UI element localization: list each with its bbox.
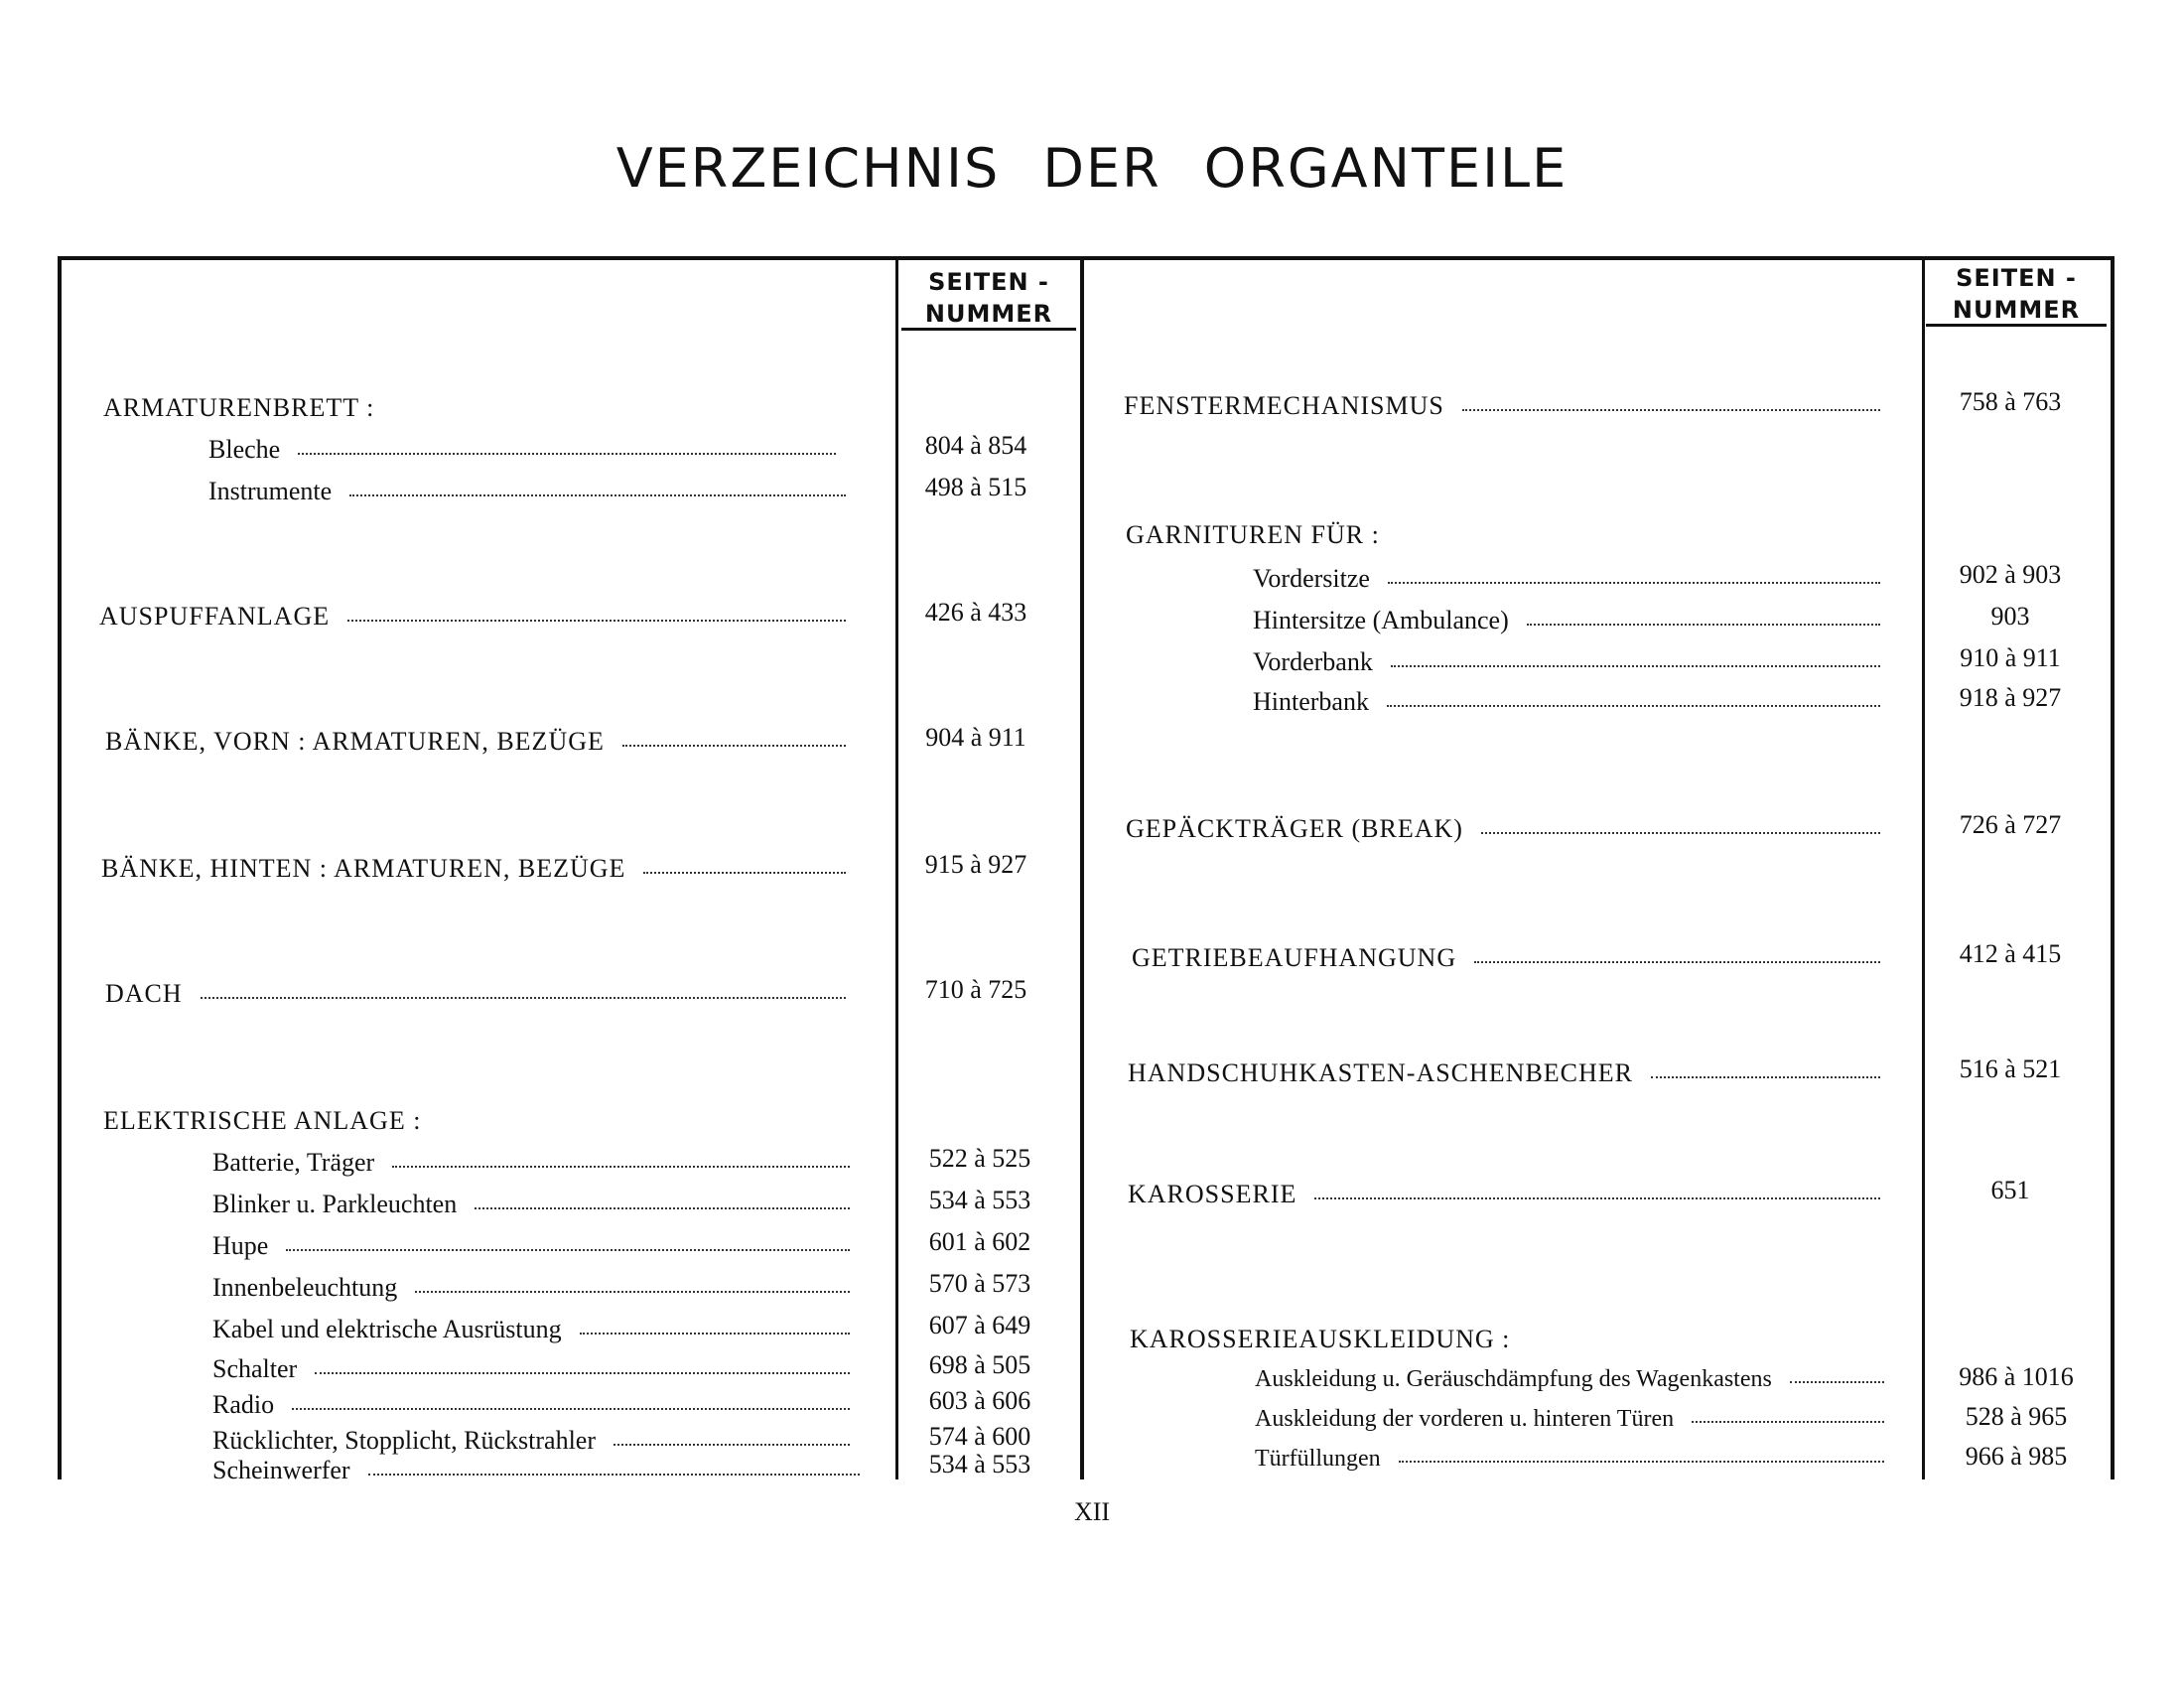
entry-label: Auskleidung der vorderen u. hinteren Türen bbox=[1255, 1406, 1675, 1432]
entry-page-range: 915 à 927 bbox=[924, 850, 1027, 879]
center-divider bbox=[1080, 260, 1084, 1479]
entry-label: GEPÄCKTRÄGER (BREAK) bbox=[1126, 814, 1463, 843]
entry-label: Radio bbox=[212, 1390, 275, 1419]
entry-label: BÄNKE, HINTEN : ARMATUREN, BEZÜGE bbox=[101, 854, 626, 883]
left-pages-column-divider bbox=[895, 260, 898, 1479]
entry-page-range: 522 à 525 bbox=[928, 1144, 1031, 1173]
page-number: XII bbox=[1073, 1497, 1111, 1526]
index-entry bbox=[1255, 1406, 1892, 1442]
index-entry bbox=[1253, 687, 1888, 723]
page-title: VERZEICHNIS DER ORGANTEILE bbox=[615, 137, 1569, 200]
entry-label: Hupe bbox=[212, 1231, 269, 1260]
entry-page-range: 426 à 433 bbox=[924, 598, 1027, 627]
index-entry bbox=[1126, 814, 1888, 850]
index-entry bbox=[212, 1190, 858, 1225]
index-entry bbox=[212, 1148, 858, 1184]
entry-page-range: 574 à 600 bbox=[928, 1422, 1031, 1451]
entry-page-range: 516 à 521 bbox=[1959, 1055, 2062, 1083]
entry-label: Bleche bbox=[208, 435, 281, 464]
entry-label: HANDSCHUHKASTEN-ASCHENBECHER bbox=[1128, 1058, 1634, 1087]
entry-label: Instrumente bbox=[208, 477, 333, 505]
index-entry bbox=[212, 1315, 858, 1350]
entry-label: FENSTERMECHANISMUS bbox=[1124, 391, 1444, 420]
entry-label: Hinterbank bbox=[1253, 687, 1369, 716]
column-header-line2: NUMMER bbox=[1952, 296, 2081, 324]
entry-label: Schalter bbox=[212, 1354, 298, 1383]
entry-page-range: 698 à 505 bbox=[928, 1350, 1031, 1379]
entry-page-range: 603 à 606 bbox=[928, 1386, 1031, 1415]
index-entry bbox=[208, 477, 854, 512]
entry-page-range: 570 à 573 bbox=[928, 1269, 1031, 1298]
entry-label: Rücklichter, Stopplicht, Rückstrahler bbox=[212, 1426, 596, 1455]
entry-page-range: 607 à 649 bbox=[928, 1311, 1031, 1339]
index-entry bbox=[103, 393, 858, 429]
right-pages-column-divider bbox=[1922, 260, 1925, 1479]
index-entry bbox=[105, 727, 854, 763]
table-right-border bbox=[2111, 256, 2115, 1479]
index-entry bbox=[1124, 391, 1888, 427]
left-column-header bbox=[901, 266, 1076, 330]
entry-page-range: 966 à 985 bbox=[1965, 1442, 2068, 1471]
index-entry bbox=[212, 1273, 858, 1309]
index-entry bbox=[101, 854, 854, 890]
entry-label: Vorderbank bbox=[1253, 647, 1373, 676]
entry-page-range: 710 à 725 bbox=[924, 975, 1027, 1004]
entry-label: ELEKTRISCHE ANLAGE : bbox=[103, 1106, 422, 1135]
entry-label: AUSPUFFANLAGE bbox=[99, 602, 331, 631]
entry-page-range: 986 à 1016 bbox=[1959, 1362, 2074, 1391]
entry-page-range: 498 à 515 bbox=[924, 473, 1027, 501]
entry-label: Kabel und elektrische Ausrüstung bbox=[212, 1315, 562, 1343]
entry-page-range: 903 bbox=[1990, 602, 2030, 631]
index-entry bbox=[1130, 1325, 1894, 1360]
index-entry bbox=[1255, 1446, 1892, 1481]
index-entry bbox=[212, 1231, 858, 1267]
entry-label: GARNITUREN FÜR : bbox=[1126, 520, 1380, 549]
entry-label: Auskleidung u. Geräuschdämpfung des Wagenkastens bbox=[1255, 1366, 1772, 1392]
entry-label: Blinker u. Parkleuchten bbox=[212, 1190, 458, 1218]
index-entry bbox=[1255, 1366, 1892, 1402]
entry-label: Hintersitze (Ambulance) bbox=[1253, 606, 1509, 634]
index-entry bbox=[105, 979, 854, 1015]
entry-page-range: 904 à 911 bbox=[925, 723, 1026, 752]
index-entry bbox=[208, 435, 844, 471]
entry-page-range: 804 à 854 bbox=[924, 431, 1027, 460]
entry-label: Vordersitze bbox=[1253, 564, 1370, 593]
entry-label: Batterie, Träger bbox=[212, 1148, 375, 1177]
entry-page-range: 758 à 763 bbox=[1959, 387, 2062, 416]
entry-page-range: 534 à 553 bbox=[928, 1186, 1031, 1214]
entry-page-range: 528 à 965 bbox=[1965, 1402, 2068, 1431]
entry-label: DACH bbox=[105, 979, 183, 1008]
entry-page-range: 910 à 911 bbox=[1960, 643, 2061, 672]
index-entry bbox=[103, 1106, 858, 1142]
entry-label: Innenbeleuchtung bbox=[212, 1273, 398, 1302]
entry-page-range: 902 à 903 bbox=[1959, 560, 2062, 589]
entry-label: KAROSSERIE bbox=[1128, 1180, 1297, 1208]
index-entry bbox=[99, 602, 854, 637]
entry-page-range: 601 à 602 bbox=[928, 1227, 1031, 1256]
index-entry bbox=[1128, 1180, 1888, 1215]
entry-label: Türfüllungen bbox=[1255, 1446, 1381, 1472]
entry-page-range: 651 bbox=[1990, 1176, 2030, 1204]
column-header-line1: SEITEN - bbox=[928, 268, 1049, 296]
entry-label: Scheinwerfer bbox=[212, 1456, 350, 1484]
entry-label: GETRIEBEAUFHANGUNG bbox=[1132, 943, 1457, 972]
index-entry bbox=[212, 1390, 858, 1426]
entry-label: KAROSSERIEAUSKLEIDUNG : bbox=[1130, 1325, 1511, 1353]
table-left-border bbox=[58, 256, 62, 1479]
column-header-line1: SEITEN - bbox=[1956, 264, 2077, 292]
table-top-border bbox=[58, 256, 2115, 260]
entry-label: ARMATURENBRETT : bbox=[103, 393, 375, 422]
index-entry bbox=[1126, 520, 1890, 556]
index-entry bbox=[212, 1354, 858, 1390]
right-column-header bbox=[1926, 262, 2107, 326]
entry-label: BÄNKE, VORN : ARMATUREN, BEZÜGE bbox=[105, 727, 605, 756]
entry-page-range: 412 à 415 bbox=[1959, 939, 2062, 968]
entry-page-range: 918 à 927 bbox=[1959, 683, 2062, 712]
index-entry bbox=[1253, 564, 1888, 600]
index-entry bbox=[1253, 647, 1888, 683]
index-entry bbox=[1128, 1058, 1888, 1094]
column-header-line2: NUMMER bbox=[924, 300, 1053, 328]
entry-page-range: 534 à 553 bbox=[928, 1450, 1031, 1478]
index-entry bbox=[1253, 606, 1888, 641]
index-entry bbox=[212, 1456, 868, 1491]
entry-page-range: 726 à 727 bbox=[1959, 810, 2062, 839]
index-entry bbox=[1132, 943, 1888, 979]
